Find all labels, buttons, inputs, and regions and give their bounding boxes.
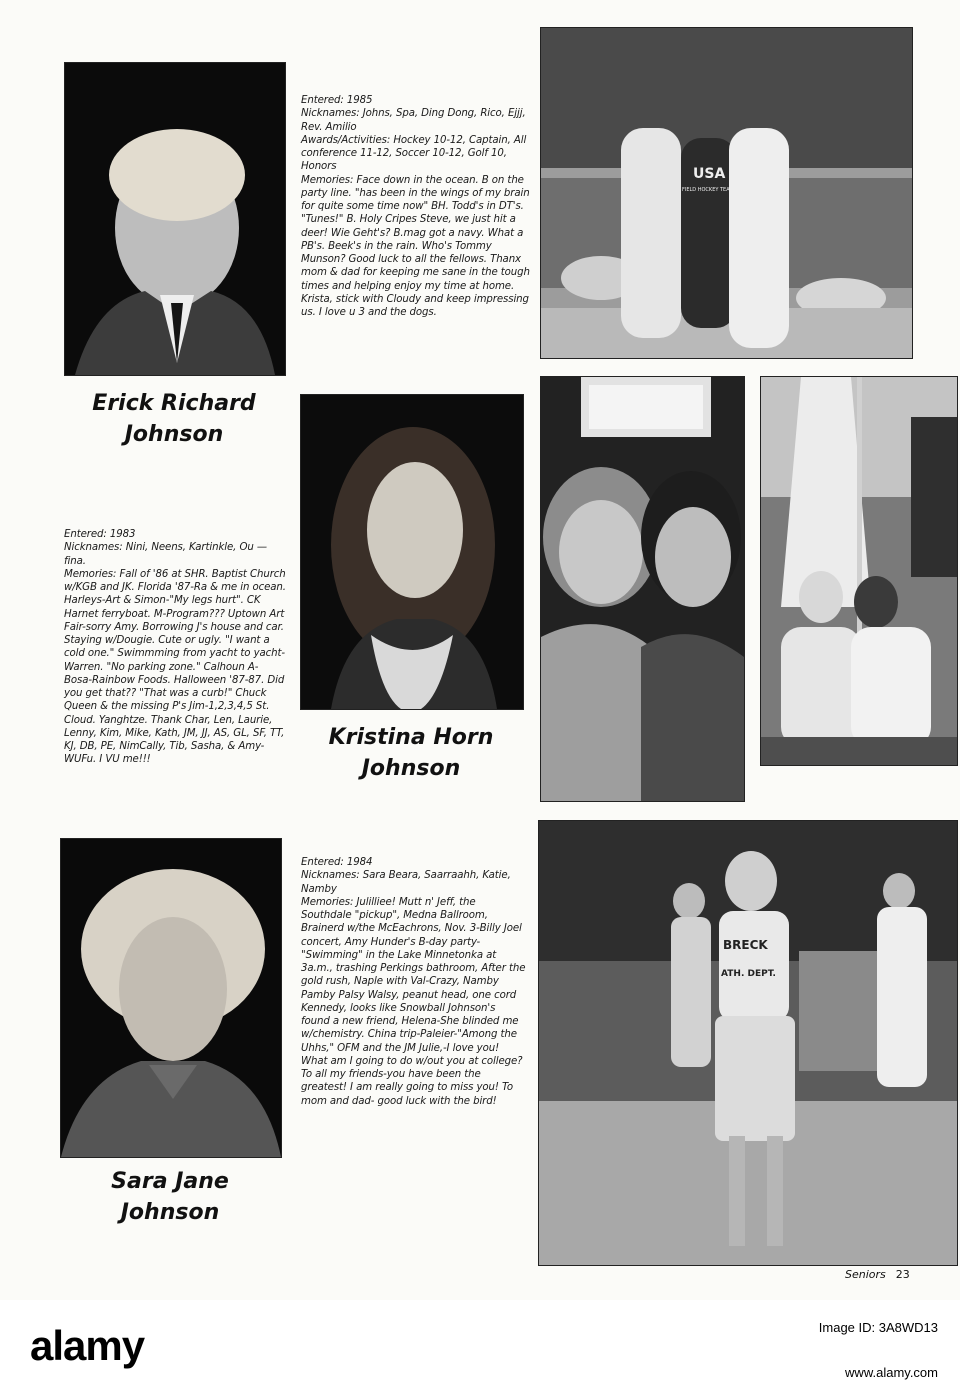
bio-sara xyxy=(301,856,527,1108)
portrait-sara xyxy=(60,838,282,1158)
portrait-kristina xyxy=(300,394,524,710)
watermark-logo: alamy xyxy=(30,1322,145,1369)
bio-kristina-memories: Memories: Fall of '86 at SHR. Baptist Church w/KGB and JK. Florida '87-Ra & me in ocean. Harleys-Art & Simon-"My legs hurt". CK Harnet ferryboat. M-Program??? Uptown Art Fair-sorry Amy. Borrowing J's house and car. Staying w/Dougie. Cute or ugly. "I want a cold one." Swimmming from yacht to yacht-Warren. "No parking zone." Calhoun A-Bosa-Rainbow Foods. Halloween '87-87. Did you get that?? "That was a curb!" Chuck Queen & the missing P's Jim-1,2,3,4,5 St. Cloud. Yanghtze. Thank Char, Len, Laurie, Lenny, Kim, Mike, Kath, JM, JJ, AS, GL, SF, TT, KJ, DB, PE, NimCally, Tib, Sasha, & Amy-WUFu. I VU me!!! xyxy=(64,568,286,766)
candid-photo-closeup xyxy=(540,376,745,802)
candid-photo-volleyball xyxy=(538,820,958,1266)
footer-section-label: Seniors xyxy=(845,1268,886,1281)
name-erick xyxy=(64,388,284,450)
bio-erick-memories: Memories: Face down in the ocean. B on the party line. "has been in the wings of my brain for quite some time now" BH. Todd's in DT's. "Tunes!" B. Holy Cripes Steve, we just hit a deer! Wie Geht's? B.mag got a navy. What a PB's. Beek's in the rain. Who's Tommy Munson? Good luck to all the fellows. Thanx mom & dad for keeping me sane in the tough times and helping enjoy my time at home. Krista, stick with Cloudy and keep impressing us. I love u 3 and the dogs. xyxy=(301,174,530,318)
bio-erick-nicknames: Nicknames: Johns, Spa, Ding Dong, Rico, Ejjj, Rev. Amilio xyxy=(301,108,526,133)
bio-sara-nicknames: Nicknames: Sara Beara, Saarraahh, Katie, Namby xyxy=(301,870,511,895)
candid-photo-garden xyxy=(540,27,913,359)
candid-volleyball-image xyxy=(539,821,957,1265)
portrait-erick-image xyxy=(65,63,285,375)
name-kristina-line1: Kristina Horn xyxy=(328,725,494,750)
shirt-breck-text: BRECK xyxy=(723,938,768,952)
shirt-usa-text: USA xyxy=(693,166,726,182)
candid-photo-boat xyxy=(760,376,958,766)
footer-page-number: 23 xyxy=(895,1268,910,1281)
watermark-url: www.alamy.com xyxy=(845,1365,938,1380)
portrait-sara-image xyxy=(61,839,281,1157)
name-erick-line2: Johnson xyxy=(124,422,224,447)
shirt-dept-text: ATH. DEPT. xyxy=(721,969,776,979)
bio-erick xyxy=(301,94,531,319)
bio-kristina-nicknames: Nicknames: Nini, Neens, Kartinkle, Ou — fina. xyxy=(64,542,267,567)
bio-sara-memories: Memories: Julilliee! Mutt n' Jeff, the Southdale "pickup", Medna Ballroom, Brainerd w/the McEachrons, Nov. 3-Billy Joel concert, Amy Hunder's B-day party-"Swimming" in the Lake Minnetonka at 3a.m., trashing Perkings bathroom, After the gold rush, Naple with Val-Crazy, Namby Pamby Palsy Walsy, peanut head, one cord Kennedy, looks like Snowball Johnson's found a new friend, Helena-She blinded me w/chemistry. China trip-Paleier-"Among the Uhhs," OFM and the JM Julie,-I love you! What am I going to do w/out you at college? To all my friends-you have been the greatest! I am really going to miss you! To mom and dad- good luck with the bird! xyxy=(301,896,526,1107)
portrait-erick xyxy=(64,62,286,376)
name-sara-line2: Johnson xyxy=(120,1200,220,1225)
bio-kristina-entered: Entered: 1983 xyxy=(64,529,136,540)
watermark-info xyxy=(819,1320,938,1380)
shirt-team-text: FIELD HOCKEY TEAM xyxy=(682,187,734,193)
name-sara xyxy=(60,1166,280,1228)
candid-boat-image xyxy=(761,377,957,765)
portrait-kristina-image xyxy=(301,395,523,709)
name-erick-line1: Erick Richard xyxy=(92,391,256,416)
name-kristina xyxy=(300,722,522,784)
bio-kristina xyxy=(64,528,286,767)
bio-erick-entered: Entered: 1985 xyxy=(301,95,373,106)
bio-erick-activities: Awards/Activities: Hockey 10-12, Captain, All conference 11-12, Soccer 10-12, Golf 10, Honors xyxy=(301,134,527,173)
candid-closeup-image xyxy=(541,377,744,801)
watermark-image-id: Image ID: 3A8WD13 xyxy=(818,1320,938,1335)
bio-sara-entered: Entered: 1984 xyxy=(301,857,373,868)
name-sara-line1: Sara Jane xyxy=(111,1169,229,1194)
name-kristina-line2: Johnson xyxy=(361,756,461,781)
page-footer xyxy=(845,1268,910,1281)
candid-garden-image xyxy=(541,28,912,358)
